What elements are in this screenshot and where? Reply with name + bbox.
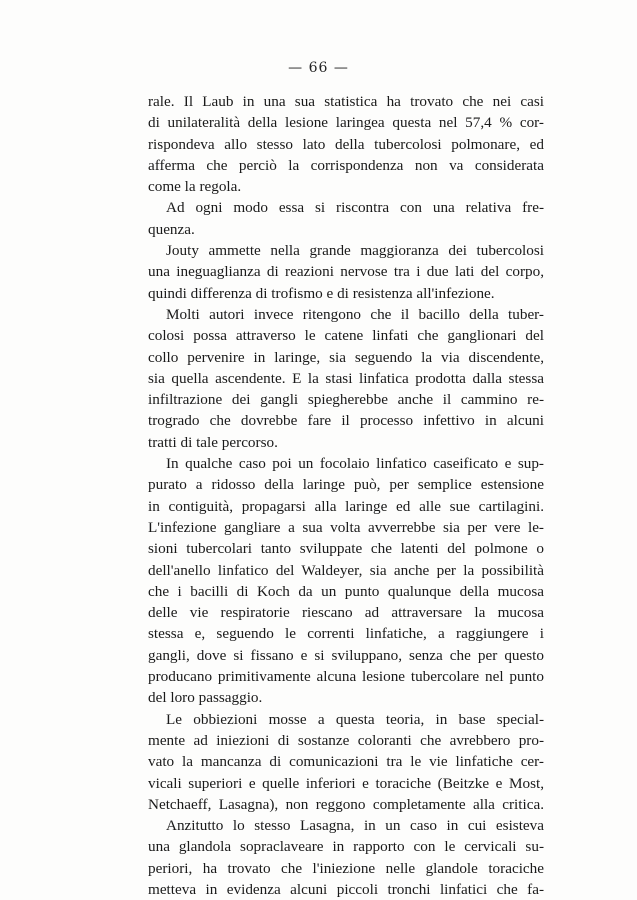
text-line: vicali superiori e quelle inferiori e toraciche (Beitzke e Most, [148, 774, 544, 792]
text-line: rale. Il Laub in una sua statistica ha trovato che nei casi [148, 93, 544, 110]
text-line: afferma che perciò la corrispondenza non va considerata [148, 156, 544, 174]
text-line: del loro passaggio. [148, 689, 263, 707]
paragraph [148, 709, 544, 815]
text-line: infiltrazione dei gangli spiegherebbe anche il cammino re- [148, 391, 544, 409]
text-line: collo pervenire in laringe, sia seguendo la via discendente, [148, 348, 544, 366]
body-text [148, 91, 544, 900]
text-line: Jouty ammette nella grande maggioranza dei tubercolosi [166, 242, 544, 260]
text-line: stessa e, seguendo le correnti linfatiche, a raggiungere i [148, 625, 544, 643]
text-line: periori, ha trovato che l'iniezione nelle glandole toraciche [148, 859, 544, 877]
text-line: delle vie respiratorie riescano ad attraversare la mucosa [148, 604, 544, 622]
text-line: gangli, dove si fissano e si sviluppano, senza che per questo [148, 646, 544, 664]
paragraph [148, 453, 544, 709]
text-line: Le obbiezioni mosse a questa teoria, in base special- [166, 710, 544, 728]
text-line: Ad ogni modo essa si riscontra con una relativa fre- [166, 199, 544, 217]
text-line: Anzitutto lo stesso Lasagna, in un caso in cui esisteva [166, 817, 544, 835]
text-line: trogrado che dovrebbe fare il processo infettivo in alcuni [148, 412, 544, 430]
text-line: Molti autori invece ritengono che il bacillo della tuber- [166, 305, 544, 323]
paragraph [148, 197, 544, 240]
text-line: rispondeva allo stesso lato della tubercolosi polmonare, ed [148, 135, 544, 153]
page-number: — 66 — [288, 60, 349, 76]
text-line: in contiguità, propagarsi alla laringe ed alle sue cartilagini. [148, 497, 544, 515]
text-line: Netchaeff, Lasagna), non reggono completamente alla critica. [148, 795, 544, 813]
text-line: quenza. [148, 220, 195, 238]
text-line: vato la mancanza di comunicazioni tra le vie linfatiche cer- [148, 753, 544, 771]
text-line: sia quella ascendente. E la stasi linfatica prodotta dalla stessa [148, 369, 544, 387]
text-line: mente ad iniezioni di sostanze coloranti che avrebbero pro- [148, 731, 544, 749]
text-line: una ineguaglianza di reazioni nervose tra i due lati del corpo, [148, 263, 544, 281]
text-line: come la regola. [148, 178, 242, 196]
text-line: metteva in evidenza alcuni piccoli tronchi linfatici che fa- [148, 880, 544, 898]
text-line: tratti di tale percorso. [148, 433, 278, 451]
paragraph [148, 91, 544, 197]
text-line: purato a ridosso della laringe può, per semplice estensione [148, 476, 544, 494]
text-line: una glandola sopraclaveare in rapporto con le cervicali su- [148, 838, 544, 856]
text-line: L'infezione gangliare a sua volta avverrebbe sia per vere le- [148, 518, 544, 536]
paragraph [148, 304, 544, 453]
text-line: sioni tubercolari tanto sviluppate che latenti del polmone o [148, 540, 544, 558]
paragraph [148, 815, 544, 900]
paragraph [148, 240, 544, 304]
text-line: colosi possa attraverso le catene linfati che ganglionari del [148, 327, 544, 345]
text-line: In qualche caso poi un focolaio linfatico caseificato e sup- [166, 455, 544, 473]
text-line: producano primitivamente alcuna lesione tubercolare nel punto [148, 668, 544, 686]
text-line: quindi differenza di trofismo e di resistenza all'infezione. [148, 284, 495, 302]
text-line: che i bacilli di Koch da un punto qualunque della mucosa [148, 582, 544, 600]
text-line: di unilateralità della lesione laringea questa nel 57,4 % cor- [148, 114, 544, 132]
text-line: dell'anello linfatico del Waldeyer, sia anche per la possibilità [148, 561, 544, 579]
